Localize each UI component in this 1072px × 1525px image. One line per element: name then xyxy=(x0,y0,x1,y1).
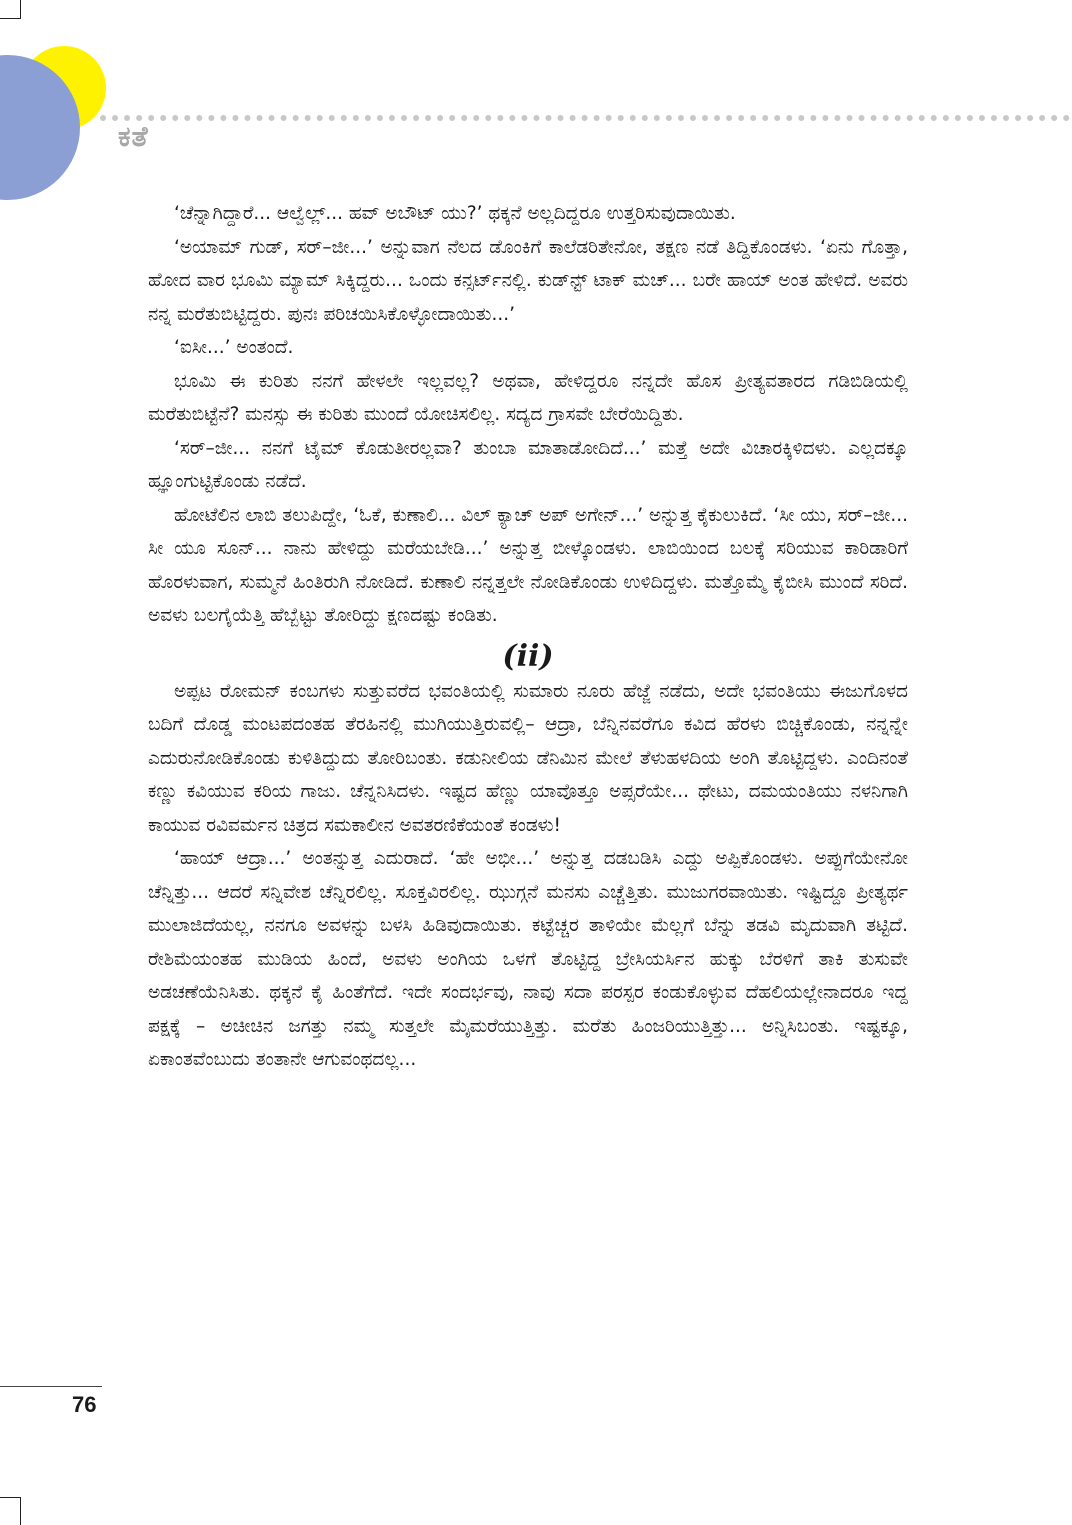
paragraph: ಹೋಟೆಲಿನ ಲಾಬಿ ತಲುಪಿದ್ದೇ, ‘ಓಕೆ, ಕುಣಾಲಿ... ವಿಲ್ ಕ್ಯಾಚ್ ಅಪ್ ಅಗೇನ್...’ ಅನ್ನುತ್ತ ಕೈಕುಲುಕಿದೆ. ‘ಸೀ ಯು, ಸರ್–ಜೀ... ಸೀ ಯೂ ಸೂನ್... ನಾನು ಹೇಳಿದ್ದು ಮರೆಯಬೇಡಿ...’ ಅನ್ನುತ್ತ ಬೀಳ್ಕೊಂಡಳು. ಲಾಬಿಯಿಂದ ಬಲಕ್ಕೆ ಸರಿಯುವ ಕಾರಿಡಾರಿಗೆ ಹೊರಳುವಾಗ, ಸುಮ್ಮನೆ ಹಿಂತಿರುಗಿ ನೋಡಿದೆ. ಕುಣಾಲಿ ನನ್ನತ್ತಲೇ ನೋಡಿಕೊಂಡು ಉಳಿದಿದ್ದಳು. ಮತ್ತೊಮ್ಮೆ ಕೈಬೀಸಿ ಮುಂದೆ ಸರಿದೆ. ಅವಳು ಬಲಗೈಯೆತ್ತಿ ಹೆಬ್ಬೆಟ್ಟು ತೋರಿದ್ದು ಕ್ಷಣದಷ್ಟು ಕಂಡಿತು. xyxy=(148,504,908,626)
page-number: 76 xyxy=(72,1392,97,1417)
paragraph: ‘ಐಸೀ...’ ಅಂತಂದೆ. xyxy=(174,337,294,358)
section-label: ಕತೆ xyxy=(118,120,149,153)
paragraph: ಭೂಮಿ ಈ ಕುರಿತು ನನಗೆ ಹೇಳಲೇ ಇಲ್ಲವಲ್ಲ? ಅಥವಾ, ಹೇಳಿದ್ದರೂ ನನ್ನದೇ ಹೊಸ ಪ್ರೀತ್ಯವತಾರದ ಗಡಿಬಿಡಿಯಲ್ಲಿ ಮರೆತುಬಿಟ್ಟೆನೆ? ಮನಸ್ಸು ಈ ಕುರಿತು ಮುಂದೆ ಯೋಚಿಸಲಿಲ್ಲ. ಸದ್ಯದ ಗ್ರಾಸವೇ ಬೇರೆಯಿದ್ದಿತು. xyxy=(148,370,908,425)
crop-mark-top-left-horizontal xyxy=(0,18,21,19)
paragraph: ಅಪ್ಪಟ ರೋಮನ್ ಕಂಬಗಳು ಸುತ್ತುವರೆದ ಭವಂತಿಯಲ್ಲಿ ಸುಮಾರು ನೂರು ಹೆಜ್ಜೆ ನಡೆದು, ಅದೇ ಭವಂತಿಯು ಈಜುಗೊಳದ ಬದಿಗೆ ದೊಡ್ಡ ಮಂಟಪದಂತಹ ತೆರಹಿನಲ್ಲಿ ಮುಗಿಯುತ್ತಿರುವಲ್ಲಿ– ಆದ್ರಾ, ಬೆನ್ನಿನವರೆಗೂ ಕವಿದ ಹೆರಳು ಬಿಚ್ಚಿಕೊಂಡು, ನನ್ನನ್ನೇ ಎದುರುನೋಡಿಕೊಂಡು ಕುಳಿತಿದ್ದುದು ತೋರಿಬಂತು. ಕಡುನೀಲಿಯ ಡೆನಿಮಿನ ಮೇಲೆ ತೆಳುಹಳದಿಯ ಅಂಗಿ ತೊಟ್ಟಿದ್ದಳು. ಎಂದಿನಂತೆ ಕಣ್ಣು ಕವಿಯುವ ಕರಿಯ ಗಾಜು. ಚೆನ್ನನಿಸಿದಳು. ಇಷ್ಟದ ಹೆಣ್ಣು ಯಾವೊತ್ತೂ ಅಪ್ಸರೆಯೇ... ಥೇಟು, ದಮಯಂತಿಯು ನಳನಿಗಾಗಿ ಕಾಯುವ ರವಿವರ್ಮನ ಚಿತ್ರದ ಸಮಕಾಲೀನ ಅವತರಣಿಕೆಯಂತೆ ಕಂಡಳು! xyxy=(148,680,908,836)
story-body xyxy=(148,197,908,1077)
paragraph: ‘ಸರ್–ಜೀ... ನನಗೆ ಟೈಮ್ ಕೊಡುತೀರಲ್ಲವಾ? ತುಂಬಾ ಮಾತಾಡೋದಿದೆ...’ ಮತ್ತೆ ಅದೇ ವಿಚಾರಕ್ಕಿಳಿದಳು. ಎಲ್ಲದಕ್ಕೂ ಹ್ಞೂಂಗುಟ್ಟಿಕೊಂಡು ನಡೆದೆ. xyxy=(148,437,908,492)
crop-mark-bottom-left-horizontal xyxy=(0,1497,21,1498)
crop-mark-bottom-left-vertical xyxy=(20,1497,21,1525)
header-dotted-rule xyxy=(100,115,1070,121)
crop-mark-top-left-vertical xyxy=(20,0,21,18)
paragraph: ‘ಅಯಾಮ್ ಗುಡ್, ಸರ್–ಜೀ...’ ಅನ್ನುವಾಗ ನೆಲದ ಡೊಂಕಿಗೆ ಕಾಲೆಡರಿತೇನೋ, ತಕ್ಷಣ ನಡೆ ತಿದ್ದಿಕೊಂಡಳು. ‘ಏನು ಗೊತ್ತಾ, ಹೋದ ವಾರ ಭೂಮಿ ಮ್ಯಾಮ್ ಸಿಕ್ಕಿದ್ದರು... ಒಂದು ಕನ್ಸರ್ಟ್‌ನಲ್ಲಿ. ಕುಡ್‌ನ್ಟ್ ಟಾಕ್ ಮಚ್... ಬರೇ ಹಾಯ್ ಅಂತ ಹೇಳಿದೆ. ಅವರು ನನ್ನ ಮರೆತುಬಿಟ್ಟಿದ್ದರು. ಪುನಃ ಪರಿಚಯಿಸಿಕೊಳ್ಳೋದಾಯಿತು...’ xyxy=(148,236,908,325)
paragraph: ‘ಹಾಯ್ ಆದ್ರಾ...’ ಅಂತನ್ನುತ್ತ ಎದುರಾದೆ. ‘ಹೇ ಅಭೀ...’ ಅನ್ನುತ್ತ ದಡಬಡಿಸಿ ಎದ್ದು ಅಪ್ಪಿಕೊಂಡಳು. ಅಪ್ಪುಗೆಯೇನೋ ಚೆನ್ನಿತ್ತು... ಆದರೆ ಸನ್ನಿವೇಶ ಚೆನ್ನಿರಲಿಲ್ಲ. ಸೂಕ್ತವಿರಲಿಲ್ಲ. ಝುಗ್ಗನೆ ಮನಸು ಎಚ್ಚೆತ್ತಿತು. ಮುಜುಗರವಾಯಿತು. ಇಷ್ಟಿದ್ದೂ ಪ್ರೀತ್ಯರ್ಥ ಮುಲಾಜಿದೆಯಲ್ಲ, ನನಗೂ ಅವಳನ್ನು ಬಳಸಿ ಹಿಡಿವುದಾಯಿತು. ಕಟ್ಟೆಚ್ಚರ ತಾಳಿಯೇ ಮೆಲ್ಲಗೆ ಬೆನ್ನು ತಡವಿ ಮೃದುವಾಗಿ ತಟ್ಟಿದೆ. ರೇಶಿಮೆಯಂತಹ ಮುಡಿಯ ಹಿಂದೆ, ಅವಳು ಅಂಗಿಯ ಒಳಗೆ ತೊಟ್ಟಿದ್ದ ಬ್ರೇಸಿಯರ್ಸಿನ ಹುಕ್ಕು ಬೆರಳಿಗೆ ತಾಕಿ ತುಸುವೇ ಅಡಚಣೆಯೆನಿಸಿತು. ಥಕ್ಕನೆ ಕೈ ಹಿಂತೆಗೆದೆ. ಇದೇ ಸಂದರ್ಭವು, ನಾವು ಸದಾ ಪರಸ್ಪರ ಕಂಡುಕೊಳ್ಳುವ ದೆಹಲಿಯಲ್ಲೇನಾದರೂ ಇದ್ದ ಪಕ್ಷಕ್ಕೆ – ಅಚೀಚಿನ ಜಗತ್ತು ನಮ್ಮ ಸುತ್ತಲೇ ಮೈಮರೆಯುತ್ತಿತ್ತು. ಮರೆತು ಹಿಂಜರಿಯುತ್ತಿತ್ತು... ಅನ್ನಿಸಿಬಂತು. ಇಷ್ಟಕ್ಕೂ, ಏಕಾಂತವೆಂಬುದು ತಂತಾನೇ ಆಗುವಂಥದಲ್ಲ... xyxy=(148,848,908,1070)
page-number-rule xyxy=(0,1386,102,1387)
paragraph: ‘ಚೆನ್ನಾಗಿದ್ದಾರೆ... ಆಲ್ವೆಲ್ಲ್... ಹವ್ ಅಬೌಟ್ ಯು?’ ಥಕ್ಕನೆ ಅಲ್ಲದಿದ್ದರೂ ಉತ್ತರಿಸುವುದಾಯಿತು. xyxy=(174,203,736,224)
section-heading: (ii) xyxy=(502,638,554,674)
